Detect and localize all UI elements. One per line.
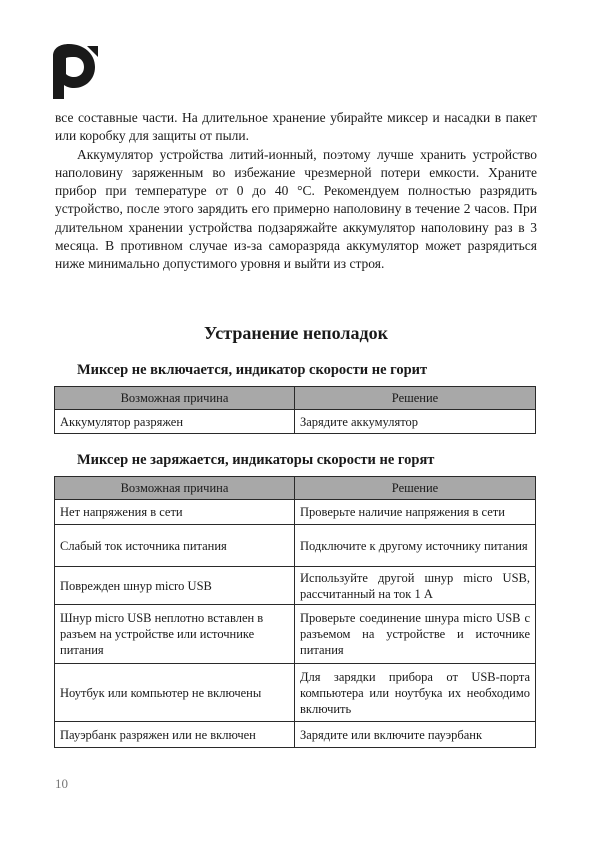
solution-cell: Зарядите или включите пауэрбанк: [295, 722, 536, 748]
header-cause: Возможная причина: [55, 387, 295, 410]
solution-cell: Подключите к другому источнику питания: [295, 525, 536, 567]
table-row: [55, 664, 536, 722]
table-row: [55, 567, 536, 605]
solution-cell: Зарядите аккумулятор: [295, 410, 536, 434]
cause-cell: Нет напряжения в сети: [55, 500, 295, 525]
table-row: [55, 605, 536, 664]
table-row: [55, 722, 536, 748]
table-2-subtitle: Миксер не заряжается, индикаторы скорости не горят: [77, 452, 435, 468]
table-header-row: [55, 477, 536, 500]
header-cause: Возможная причина: [55, 477, 295, 500]
table-row: [55, 525, 536, 567]
cause-cell: Слабый ток источника питания: [55, 525, 295, 567]
paragraph-storage: все составные части. На длительное хранение убирайте миксер и насадки в пакет или коробку для защиты от пыли.: [55, 110, 537, 144]
solution-cell: Используйте другой шнур micro USB, рассчитанный на ток 1 А: [295, 567, 536, 605]
cause-cell: Ноутбук или компьютер не включены: [55, 664, 295, 722]
paragraph-battery: Аккумулятор устройства литий-ионный, поэтому лучше хранить устройство наполовину заряженным во избежание чрезмерной потери емкости. Храните прибор при температуре от 0 до 40 °С. Рекомендуем полностью разрядить устройство, после этого зарядить его примерно наполовину в течение 2 часов. При длительном хранении устройства подзаряжайте аккумулятор наполовину раз в 3 месяца. В противном случае из-за саморазряда аккумулятор может разрядиться ниже минимально допустимого уровня и выйти из строя.: [55, 146, 537, 272]
cause-cell: Шнур micro USB неплотно вставлен в разъем на устройстве или источнике питания: [55, 605, 295, 664]
cause-cell: Пауэрбанк разряжен или не включен: [55, 722, 295, 748]
table-row: [55, 410, 536, 434]
body-text: [55, 109, 537, 274]
page-number: 10: [55, 776, 68, 791]
table-header-row: [55, 387, 536, 410]
section-title: Устранение неполадок: [204, 323, 388, 343]
cause-cell: Поврежден шнур micro USB: [55, 567, 295, 605]
solution-cell: Для зарядки прибора от USB-порта компьютера или ноутбука их необходимо включить: [295, 664, 536, 722]
solution-cell: Проверьте соединение шнура micro USB с разъемом на устройстве и источнике питания: [295, 605, 536, 664]
table-1-subtitle: Миксер не включается, индикатор скорости не горит: [77, 362, 428, 378]
brand-logo-icon: [53, 44, 98, 99]
troubleshooting-table-1: [54, 386, 536, 434]
troubleshooting-table-2: [54, 476, 536, 748]
header-solution: Решение: [295, 387, 536, 410]
table-row: [55, 500, 536, 525]
solution-cell: Проверьте наличие напряжения в сети: [295, 500, 536, 525]
header-solution: Решение: [295, 477, 536, 500]
cause-cell: Аккумулятор разряжен: [55, 410, 295, 434]
